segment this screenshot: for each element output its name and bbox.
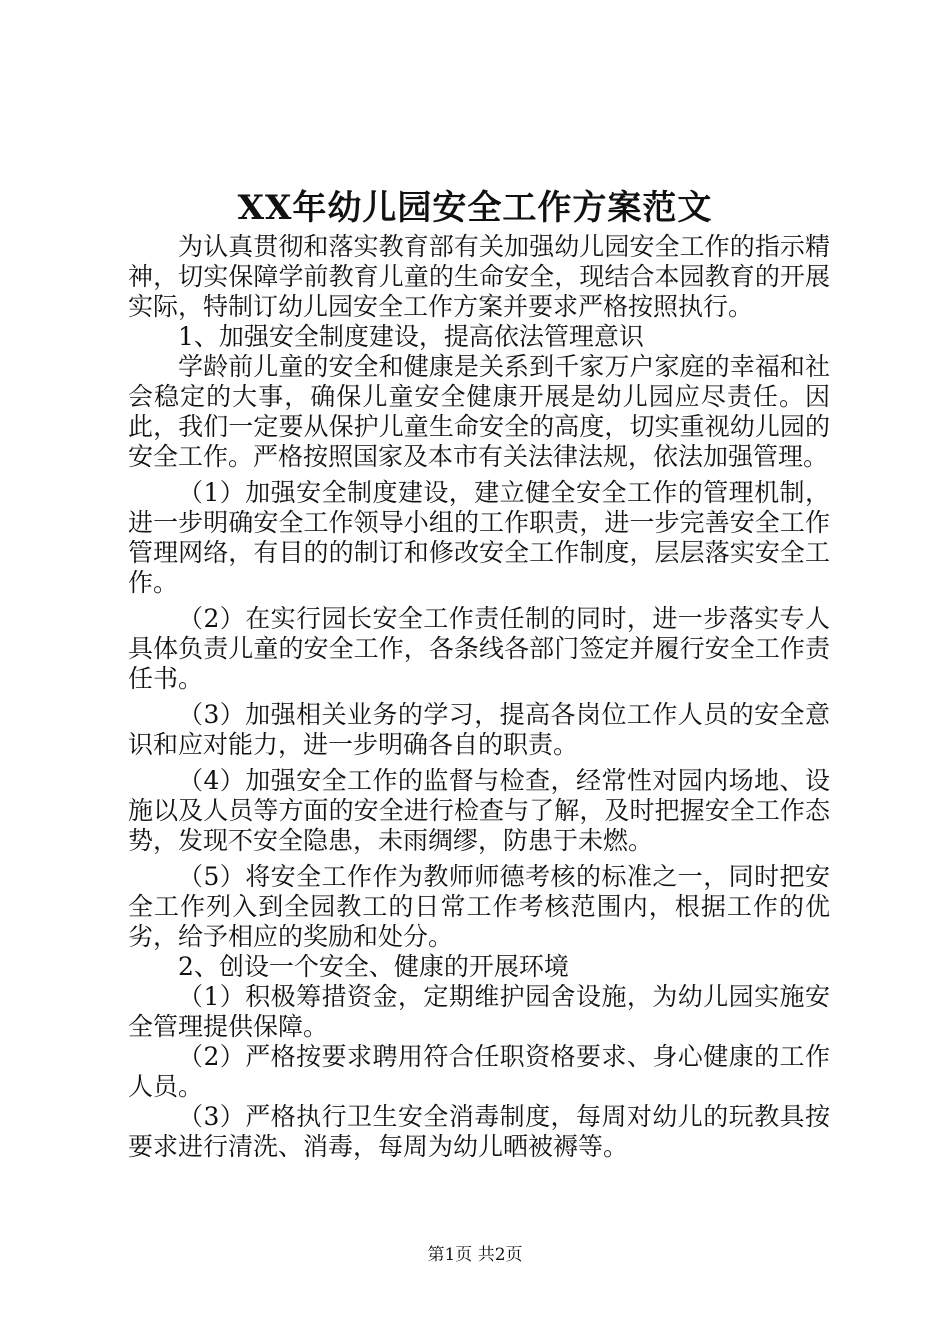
list-item: （1）积极筹措资金，定期维护园舍设施，为幼儿园实施安全管理提供保障。 <box>128 982 830 1041</box>
paragraph-intro: 为认真贯彻和落实教育部有关加强幼儿园安全工作的指示精神，切实保障学前教育儿童的生命安全，现结合本园教育的开展实际，特制订幼儿园安全工作方案并要求严格按照执行。 <box>128 232 830 321</box>
list-item: （4）加强安全工作的监督与检查，经常性对园内场地、设施以及人员等方面的安全进行检查与了解，及时把握安全工作态势，发现不安全隐患，未雨绸缪，防患于未燃。 <box>128 766 830 855</box>
list-item: （2）在实行园长安全工作责任制的同时，进一步落实专人具体负责儿童的安全工作，各条线各部门签定并履行安全工作责任书。 <box>128 604 830 693</box>
document-title: XX年幼儿园安全工作方案范文 <box>237 188 713 228</box>
paragraph-section-1: 学龄前儿童的安全和健康是关系到千家万户家庭的幸福和社会稳定的大事，确保儿童安全健康开展是幼儿园应尽责任。因此，我们一定要从保护儿童生命安全的高度，切实重视幼儿园的安全工作。严格按照国家及本市有关法律法规，依法加强管理。 <box>128 352 830 471</box>
section-heading-1: 1、加强安全制度建设，提高依法管理意识 <box>178 322 644 351</box>
list-item: （3）加强相关业务的学习，提高各岗位工作人员的安全意识和应对能力，进一步明确各自的职责。 <box>128 700 830 759</box>
list-item: （1）加强安全制度建设，建立健全安全工作的管理机制，进一步明确安全工作领导小组的工作职责，进一步完善安全工作管理网络，有目的的制订和修改安全工作制度，层层落实安全工作。 <box>128 478 830 597</box>
list-item: （2）严格按要求聘用符合任职资格要求、身心健康的工作人员。 <box>128 1042 830 1101</box>
list-item: （5）将安全工作作为教师师德考核的标准之一，同时把安全工作列入到全园教工的日常工作考核范围内，根据工作的优劣，给予相应的奖励和处分。 <box>128 862 830 951</box>
list-item: （3）严格执行卫生安全消毒制度，每周对幼儿的玩教具按要求进行清洗、消毒，每周为幼儿晒被褥等。 <box>128 1102 830 1161</box>
page-number: 第1页 共2页 <box>427 1245 523 1265</box>
section-heading-2: 2、创设一个安全、健康的开展环境 <box>178 952 569 981</box>
document-body <box>128 232 830 1162</box>
